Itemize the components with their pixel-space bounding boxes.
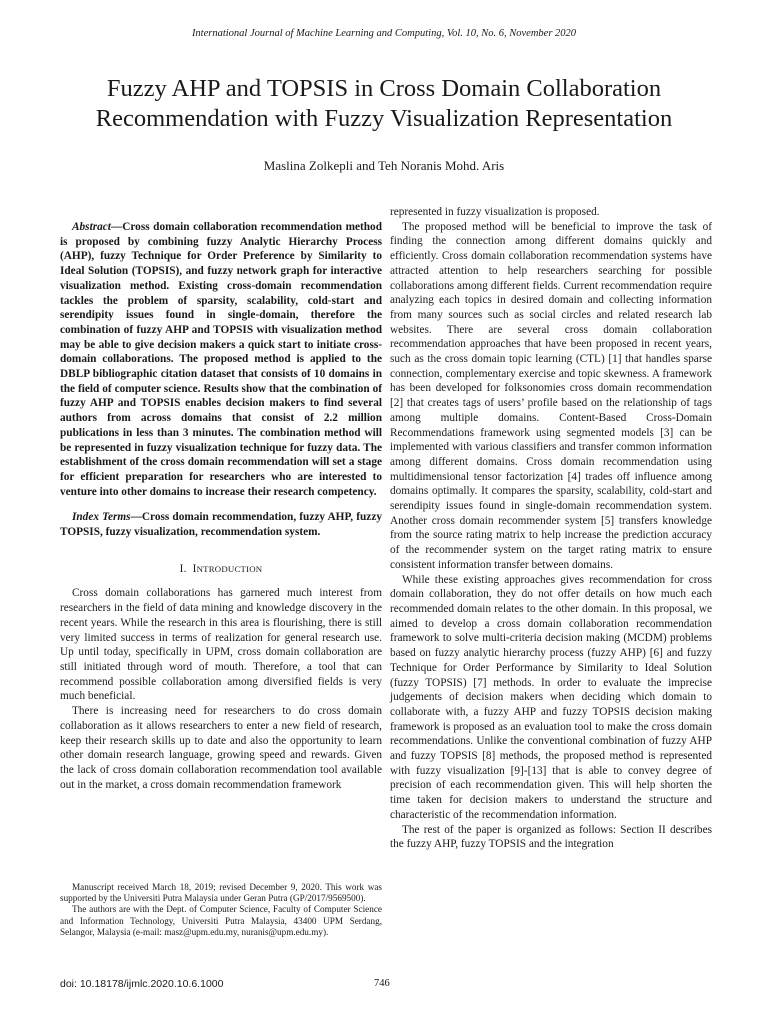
section-title-initial: I <box>192 562 197 575</box>
journal-header: International Journal of Machine Learning and Computing, Vol. 10, No. 6, November 2020 <box>191 28 577 39</box>
section-number: I. <box>179 562 187 575</box>
left-column <box>60 220 382 792</box>
abstract <box>60 220 382 499</box>
body-paragraph: There is increasing need for researchers to do cross domain collaboration as it allows researchers to enter a new field of research, keep their research skills up to date and also the opportunity to learn other domain research language, growing speed and rewards. Given the lack of cross domain collaboration recommendation tool available out in the market, a cross domain recommendation framework <box>60 705 382 791</box>
body-paragraph: The rest of the paper is organized as follows: Section II describes the fuzzy AHP, fuzzy TOPSIS and the integration <box>390 823 712 851</box>
doi-link[interactable]: doi: 10.18178/ijmlc.2020.10.6.1000 <box>60 978 224 990</box>
footnote-affiliation: The authors are with the Dept. of Computer Science, Faculty of Computer Science and Information Technology, Universiti Putra Malaysia, 43400 UPM Serdang, Selangor, Malaysia (e-mail: masz@upm.edu.my, nuranis@upm.edu.my). <box>60 904 382 937</box>
index-terms <box>60 510 382 539</box>
title-line-2: Recommendation with Fuzzy Visualization Representation <box>95 105 673 132</box>
footnote-manuscript: Manuscript received March 18, 2019; revised December 9, 2020. This work was supported by the Universiti Putra Malaysia under Geran Putra (GP/2017/9569500). <box>60 882 382 904</box>
abstract-text: —Cross domain collaboration recommendation method is proposed by combining fuzzy Analytic Hierarchy Process (AHP), fuzzy Technique for Order Preference by Similarity to Ideal Solution (TOPSIS), and fuzzy network graph for interactive visualization method. Existing cross-domain recommendation tackles the problem of sparsity, scalability, cold-start and serendipity issues found in single-domain, therefore the combination of fuzzy AHP and TOPSIS with visualization method may be able to give decision makers a quick start to initiate cross-domain collaborations. The proposed method is applied to the DBLP bibliographic citation dataset that consists of 10 domains in the field of computer science. Results show that the combination of fuzzy AHP and TOPSIS enables decision makers to find several authors from across domains that consist of 2.2 million publications in less than 3 minutes. The combination method will be represented in fuzzy visualization technique for fuzzy data. The establishment of the cross domain recommendation will set a stage for efficient preparation for researchers who are interested to venture into other domains to increase their research competency. <box>60 221 382 498</box>
right-column <box>390 205 712 852</box>
title-line-1: Fuzzy AHP and TOPSIS in Cross Domain Collaboration <box>106 75 662 102</box>
body-paragraph: The proposed method will be beneficial to improve the task of finding the connection among different domains quickly and efficiently. Cross domain collaboration recommendation systems have attracted attention to help researchers searching for possible collaborations among different fields. Current recommendation require analyzing each topics in desired domain and collecting information from many sources such as social circles and related research lab websites. There are several cross domain collaboration recommendation approaches that have been proposed in recent years, such as the cross domain topic learning (CTL) [1] that handles sparse connection, complementary exercise and topic skewness. A framework has been developed for folksonomies cross domain recommendation [2] that creates tags of users’ profile based on the relationship of tags among multiple domains. Content-Based Cross-Domain Recommendations framework using segmented models [3] can be implemented with various classifiers and transfer common information among different domains. Cross domain recommendation using multidimensional tensor factorization [4] trades off influence among domains optimally. It compares the sparsity, scalability, cold-start and serendipity issues found in single-domain recommendation system. Another cross domain recommender system [5] transfers knowledge from the source rating matrix to help increase the prediction accuracy of the recommender system on the target rating matrix to ensure consistent information transfer between domains. <box>390 220 712 571</box>
continued-paragraph: represented in fuzzy visualization is proposed. <box>390 206 600 218</box>
section-title-rest: NTRODUCTION <box>196 563 263 574</box>
abstract-label: Abstract <box>72 221 111 233</box>
body-paragraph: Cross domain collaborations has garnered much interest from researchers in the field of data mining and knowledge discovery in the recent years. While the research in this area is flourishing, there is still very limited success in terms of realization for general research use. Up until today, specifically in UPM, cross domain collaboration are still initiated through word of mouth. Therefore, a tool that can recommend possible collaboration among diversified fields is very much beneficial. <box>60 587 382 703</box>
body-paragraph: While these existing approaches gives recommendation for cross domain collaboration, they do not offer details on how much each recommended domain relates to the other domain. In this proposal, we aimed to develop a cross domain collaboration recommendation framework to solve multi-criteria decision making (MCDM) problems based on fuzzy analytic hierarchy process (fuzzy AHP) [6] and fuzzy Technique for Order Performance by Similarity to Ideal Solution (fuzzy TOPSIS) [7] methods. In order to evaluate the imprecise judgements of decision makers when deciding which domain to collaborate with, a fuzzy AHP and fuzzy TOPSIS decision making framework is proposed as an evaluation tool to make the cross domain recommendations. Unlike the conventional combination of fuzzy AHP and fuzzy TOPSIS [8] methods, the proposed method is represented with fuzzy visualization [9]-[13] that is able to convey degree of precision of each recommendation given. This will help shorten the time taken for decision makers to understand the structure and characteristic of the recommendation information. <box>390 573 712 821</box>
authors: Maslina Zolkepli and Teh Noranis Mohd. Aris <box>263 158 505 173</box>
index-terms-label: Index Terms <box>72 511 131 524</box>
footnotes <box>60 882 382 938</box>
page-number: 746 <box>374 978 390 989</box>
index-terms-text: —Cross domain recommendation, fuzzy AHP, fuzzy TOPSIS, fuzzy visualization, recommendation system. <box>60 511 382 539</box>
paper-title <box>40 74 728 134</box>
section-heading <box>60 562 382 577</box>
